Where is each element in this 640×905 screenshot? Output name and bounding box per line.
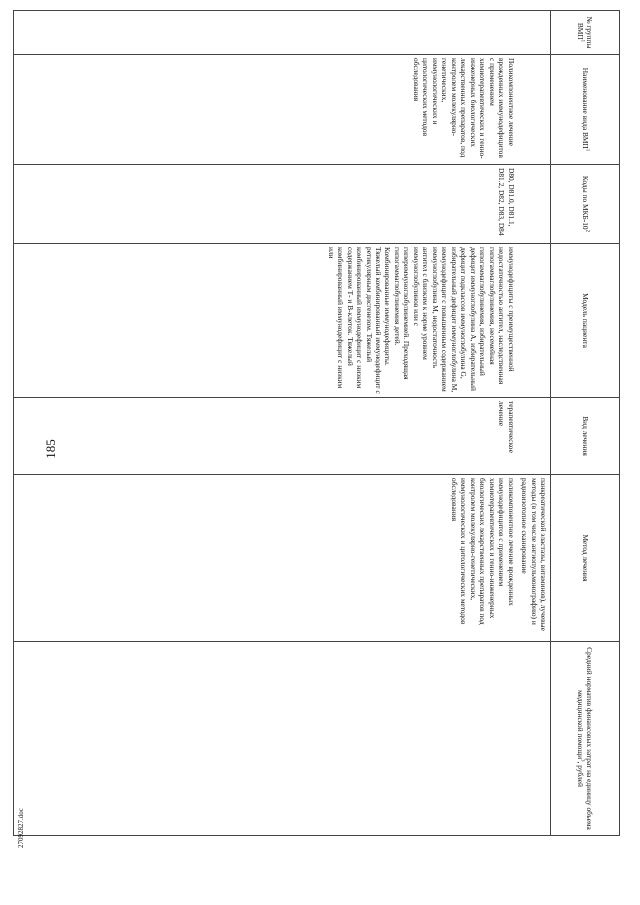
cell-treatment-method: поликомпонентное лечение врожденных иммунодефицитов с применением химиотерапевтических и генно-инженерных биологических лекарственных препаратов под контролем молекулярно-генетических, иммунологических и цитологических методов обследования	[13, 475, 518, 642]
table-header-row	[551, 11, 620, 836]
cell-method-continuation: панкреатической эластазы, витаминов), лучевые методы (в том числе ангиопульмонографию) и радиоизотопное сканирование	[518, 475, 551, 642]
cell-group-no	[13, 11, 518, 55]
cell-empty	[518, 642, 551, 836]
cell-icd-codes: D80, D81.0, D81.1, D81.2, D82, D83, D84	[13, 165, 518, 244]
header-patient-model: Модель пациента	[551, 244, 620, 398]
cell-empty	[518, 55, 551, 165]
cell-vmp-name: Поликомпонентное лечение врожденных иммунодефицитов с применением химиотерапевтических и генно-инженерных биологических лекарственных препаратов, под контролем молекулярно-генетических, иммунологических и цитологических методов обследования	[13, 55, 518, 165]
table-row-continuation	[518, 11, 551, 836]
cell-avg-cost	[13, 642, 518, 836]
vmp-table	[13, 10, 620, 836]
header-treatment-type: Вид лечения	[551, 398, 620, 475]
cell-empty	[518, 165, 551, 244]
cell-patient-model: иммунодефициты с преимущественной недостаточностью антител, наследственная гипогаммаглобулинемия, несемейная гипогаммаглобулинемия, избирательный дефицит иммуноглобулина А, избирательный дефицит подклассов иммуноглобулина G, избирательный дефицит иммуноглобулина М, иммунодефицит с повышенным содержанием иммуноглобулина М, недостаточность антител с близким к норме уровнем иммуноглобулинов или с гипериммуноглобулинемией. Преходящая гипогаммаглобулинемия детей. Комбинированные иммунодефициты. Тяжелый комбинированный иммунодефицит с ретикулярным дисгенезом. Тяжелый комбинированный иммунодефицит с низким содержанием Т- и В-клеток. Тяжелый комбинированный иммунодефицит с низким или	[13, 244, 518, 398]
document-code: 27092827.doc	[17, 808, 25, 848]
header-group-no: № группы ВМП$^1$	[551, 11, 620, 55]
header-treatment-method: Метод лечения	[551, 475, 620, 642]
cell-empty	[518, 244, 551, 398]
header-vmp-name: Наименование вида ВМП$^1$	[551, 55, 620, 165]
page-number: 185	[43, 439, 58, 459]
cell-empty	[518, 11, 551, 55]
table-row	[13, 11, 518, 836]
header-avg-cost: Средний норматив финансовых затрат на единицу объема медицинской помощи$^3$, рублей	[551, 642, 620, 836]
header-icd-codes: Коды по МКБ-$10^2$	[551, 165, 620, 244]
cell-empty	[518, 398, 551, 475]
cell-treatment-type: терапевтическое лечение	[13, 398, 518, 475]
regulation-table-container	[98, 10, 620, 835]
